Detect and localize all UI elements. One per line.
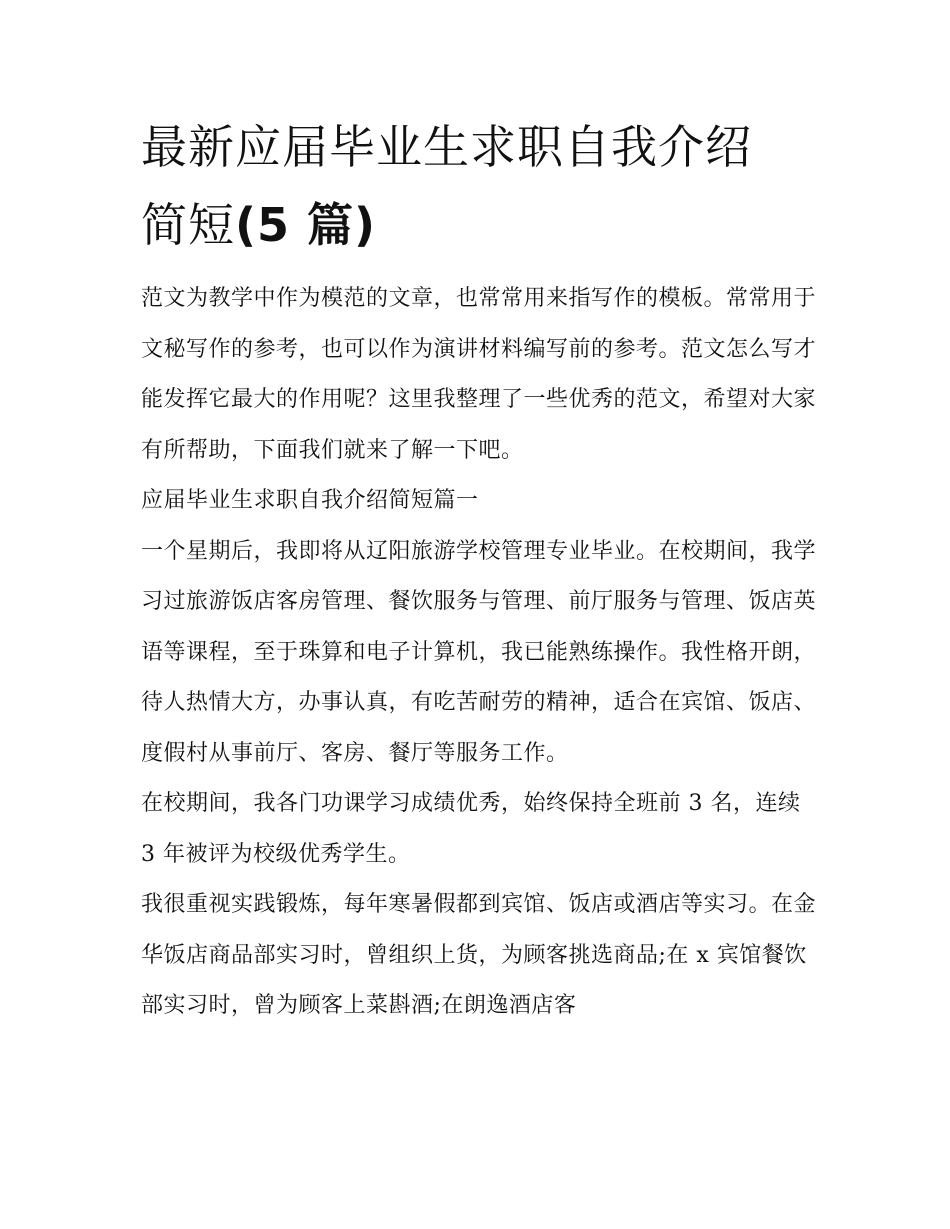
- section-heading: 应届毕业生求职自我介绍简短篇一: [141, 488, 479, 513]
- title-line-2-suffix: (5 篇): [235, 198, 377, 252]
- document-title: [141, 108, 817, 264]
- body-paragraph-3: 我很重视实践锻炼，每年寒暑假都到宾馆、饭店或酒店等实习。在金华饭店商品部实习时，曾组织上货，为顾客挑选商品;在 x 宾馆餐饮部实习时，曾为顾客上菜斟酒;在朗逸酒店客: [141, 892, 817, 1018]
- body-paragraph-2: 在校期间，我各门功课学习成绩优秀，始终保持全班前 3 名，连续 3 年被评为校级优秀学生。: [141, 791, 801, 867]
- body-paragraph-1: 一个星期后，我即将从辽阳旅游学校管理专业毕业。在校期间，我学习过旅游饭店客房管理、餐饮服务与管理、前厅服务与管理、饭店英语等课程，至于珠算和电子计算机，我已能熟练操作。我性格开朗，待人热情大方，办事认真，有吃苦耐劳的精神，适合在宾馆、饭店、度假村从事前厅、客房、餐厅等服务工作。: [141, 538, 817, 766]
- title-line-2-prefix: 简短: [141, 198, 235, 252]
- document-page: [141, 108, 817, 1032]
- intro-paragraph: 范文为教学中作为模范的文章，也常常用来指写作的模板。常常用于文秘写作的参考，也可以作为演讲材料编写前的参考。范文怎么写才能发挥它最大的作用呢？这里我整理了一些优秀的范文，希望对大家有所帮助，下面我们就来了解一下吧。: [141, 286, 817, 463]
- title-line-1: 最新应届毕业生求职自我介绍: [141, 120, 752, 174]
